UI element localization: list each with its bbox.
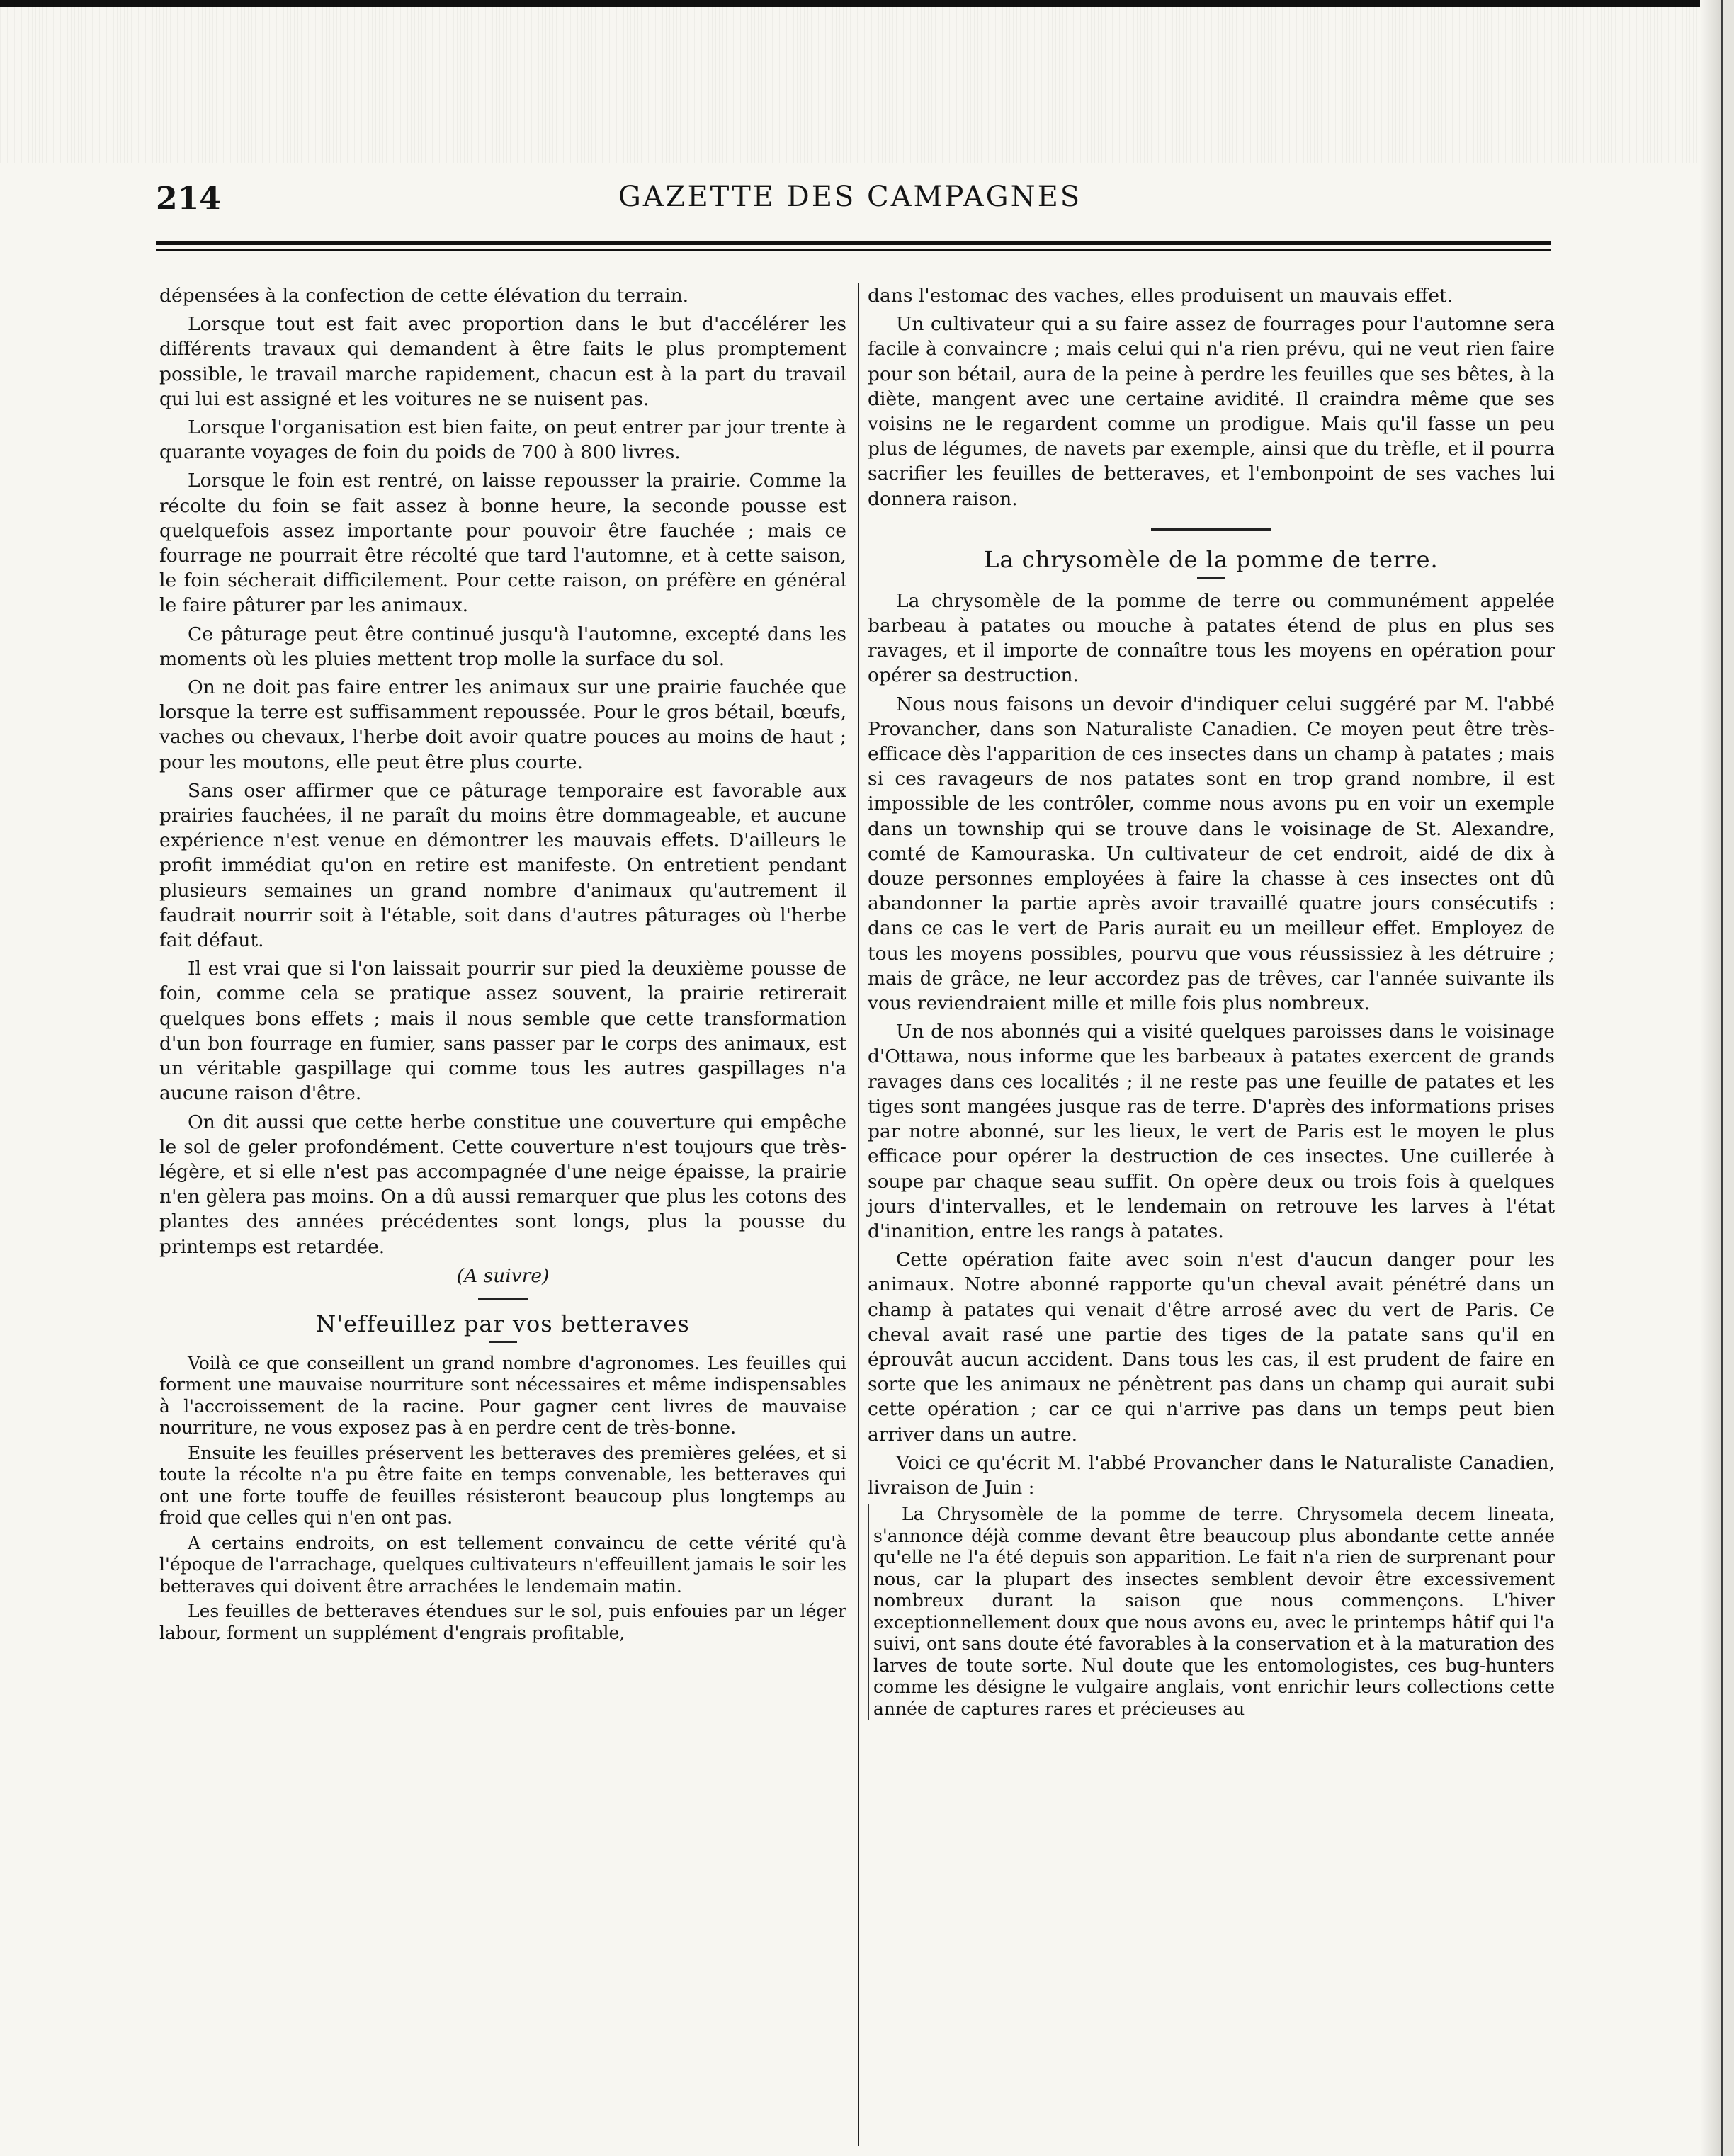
- newspaper-title: GAZETTE DES CAMPAGNES: [618, 181, 1082, 213]
- title-underline: [1197, 577, 1225, 579]
- paragraph: Lorsque l'organisation est bien faite, on peut entrer par jour trente à quarante voyages de foin du poids de 700 à 800 livres.: [159, 416, 846, 464]
- separator-rule: [1151, 528, 1271, 531]
- separator-rule: [478, 1298, 528, 1300]
- page-number: 214: [156, 181, 221, 217]
- title-underline: [489, 1341, 517, 1343]
- column-divider: [858, 283, 859, 2146]
- paragraph: Sans oser affirmer que ce pâturage temporaire est favorable aux prairies fauchées, il ne paraît du moins être dommageable, et aucune expérience n'est venue en démontrer les mauvais effets. D'ailleurs le profit immédiat qu'on en retire est manifeste. On entretient pendant plusieurs semaines un grand nombre d'animaux qu'autrement il faudrait nourrir soit à l'étable, soit dans d'autres pâturages où l'herbe fait défaut.: [159, 779, 846, 952]
- paragraph: Ensuite les feuilles préservent les betteraves des premières gelées, et si toute la récolte n'a pu être faite en temps convenable, les betteraves qui ont une forte touffe de feuilles résisteront beaucoup plus longtemps au froid que celles qui n'en ont pas.: [159, 1442, 846, 1528]
- paragraph: Nous nous faisons un devoir d'indiquer celui suggéré par M. l'abbé Provancher, dans son Naturaliste Canadien. Ce moyen peut être très-efficace dès l'apparition de ces insectes dans un champ à patates ; mais si ces ravageurs de nos patates sont en trop grand nombre, il est impossible de les contrôler, comme nous avons pu en voir un exemple dans un township qui se trouve dans le voisinage de St. Alexandre, comté de Kamouraska. Un cultivateur de cet endroit, aidé de dix à douze personnes employées à faire la chasse à ces insectes ont dû abandonner la partie après avoir travaillé quatre jours consécutifs : dans ce cas le vert de Paris aurait eu un meilleur effet. Employez de tous les moyens possibles, pourvu que vous réussissiez à les détruire ; mais de grâce, ne leur accordez pas de trêves, car l'année suivante ils vous reviendraient mille et mille fois plus nombreux.: [868, 693, 1555, 1015]
- section-title-chrysomele: La chrysomèle de la pomme de terre.: [984, 545, 1439, 573]
- paragraph: dans l'estomac des vaches, elles produisent un mauvais effet.: [868, 285, 1454, 307]
- scan-noise: [0, 0, 1734, 163]
- paragraph: La chrysomèle de la pomme de terre ou communément appelée barbeau à patates ou mouche à patates étend de plus en plus ses ravages, et il importe de connaître tous les moyens en opération pour opérer sa destruction.: [868, 589, 1555, 687]
- page-header: [156, 181, 1544, 223]
- paragraph: On dit aussi que cette herbe constitue une couverture qui empêche le sol de geler profondément. Cette couverture n'est toujours que très-légère, et si elle n'est pas accompagnée d'une neige épaisse, la prairie n'en gèlera pas moins. On a dû aussi remarquer que plus les cotons des plantes des années précédentes sont longs, plus la pousse du printemps est retardée.: [159, 1111, 846, 1258]
- header-rule-thin: [156, 249, 1551, 251]
- scan-right-edge: [1700, 0, 1734, 2156]
- paragraph: Ce pâturage peut être continué jusqu'à l'automne, excepté dans les moments où les pluies mettent trop molle la surface du sol.: [159, 623, 846, 670]
- paragraph: On ne doit pas faire entrer les animaux sur une prairie fauchée que lorsque la terre est suffisamment repoussée. Pour le gros bétail, bœufs, vaches ou chevaux, l'herbe doit avoir quatre pouces au moins de haut ; pour les moutons, elle peut être plus courte.: [159, 676, 846, 773]
- quoted-excerpt: [868, 1504, 1555, 1720]
- section-title-betteraves: N'effeuillez par vos betteraves: [316, 1310, 690, 1337]
- paragraph: Lorsque le foin est rentré, on laisse repousser la prairie. Comme la récolte du foin se fait assez à bonne heure, la seconde pousse est quelquefois assez importante pour pouvoir être fauchée ; mais ce fourrage ne pourrait être récolté que tard l'automne, et à cette saison, le foin sécherait difficilement. Pour cette raison, on préfère en général le faire pâturer par les animaux.: [159, 470, 846, 617]
- paragraph: Un cultivateur qui a su faire assez de fourrages pour l'automne sera facile à convaincre ; mais celui qui n'a rien prévu, qui ne veut rien faire pour son bétail, aura de la peine à perdre les feuilles que ses bêtes, à la diète, mangent avec une certaine avidité. Il craindra même que ses voisins ne le regardent comme un prodigue. Mais qu'il fasse un peu plus de légumes, de navets par exemple, ainsi que du trèfle, et il pourra sacrifier les feuilles de betteraves, et l'embonpoint de ses vaches lui donnera raison.: [868, 313, 1555, 510]
- header-rule-thick: [156, 241, 1551, 245]
- paragraph: Voilà ce que conseillent un grand nombre d'agronomes. Les feuilles qui forment une mauvaise nourriture sont nécessaires et même indispensables à l'accroissement de la racine. Pour gagner cent livres de mauvaise nourriture, ne vous exposez pas à en perdre cent de très-bonne.: [159, 1352, 846, 1439]
- paragraph: dépensées à la confection de cette élévation du terrain.: [159, 285, 689, 307]
- left-column: [159, 283, 846, 1647]
- paragraph: Un de nos abonnés qui a visité quelques paroisses dans le voisinage d'Ottawa, nous informe que les barbeaux à patates exercent de grands ravages dans ces localités ; il ne reste pas une feuille de patates et les tiges sont mangées jusque ras de terre. D'après des informations prises par notre abonné, sur les lieux, le vert de Paris est le moyen le plus efficace pour opérer la destruction de ces insectes. Une cuillerée à soupe par chaque seau suffit. On opère deux ou trois fois à quelques jours d'intervalles, et le lendemain on retrouve les larves à l'état d'inanition, entre les rangs à patates.: [868, 1021, 1555, 1242]
- right-column: [868, 283, 1555, 1723]
- paragraph: Voici ce qu'écrit M. l'abbé Provancher dans le Naturaliste Canadien, livraison de Juin :: [868, 1451, 1555, 1499]
- paragraph: A certains endroits, on est tellement convaincu de cette vérité qu'à l'époque de l'arrachage, quelques cultivateurs n'effeuillent jamais le soir les betteraves qui doivent être arrachées le lendemain matin.: [159, 1532, 846, 1596]
- paragraph: Cette opération faite avec soin n'est d'aucun danger pour les animaux. Notre abonné rapporte qu'un cheval avait pénétré dans un champ à patates qui venait d'être arrosé avec du vert de Paris. Ce cheval avait rasé une partie des tiges de la patate sans qu'il en éprouvât aucun accident. Dans tous les cas, il est prudent de faire en sorte que les animaux ne pénètrent pas dans un champ qui aurait subi cette opération ; car ce qui n'arrive pas dans un temps peut bien arriver dans un autre.: [868, 1249, 1555, 1446]
- paragraph: Les feuilles de betteraves étendues sur le sol, puis enfouies par un léger labour, forment un supplément d'engrais profitable,: [159, 1601, 846, 1643]
- paragraph: Il est vrai que si l'on laissait pourrir sur pied la deuxième pousse de foin, comme cela se pratique assez souvent, la prairie retirerait quelques bons effets ; mais il nous semble que cette transformation d'un bon fourrage en fumier, sans passer par le corps des animaux, est un véritable gaspillage qui comme tous les autres gaspillages n'a aucune raison d'être.: [159, 958, 846, 1105]
- paragraph: La Chrysomèle de la pomme de terre. Chrysomela decem lineata, s'annonce déjà comme devant être beaucoup plus abondante cette année qu'elle ne l'a été depuis son apparition. Le fait n'a rien de surprenant pour nous, car la plupart des insectes semblent devoir être excessivement nombreux durant la saison que nous commençons. L'hiver exceptionnellement doux que nous avons eu, avec le printemps hâtif qui l'a suivi, ont sans doute été favorables à la conservation et à la maturation des larves de toute sorte. Nul doute que les entomologistes, ces bug-hunters comme les désigne le vulgaire anglais, vont enrichir leurs collections cette année de captures rares et précieuses au: [873, 1504, 1555, 1719]
- to-be-continued: (A suivre): [456, 1264, 550, 1287]
- paragraph: Lorsque tout est fait avec proportion dans le but d'accélérer les différents travaux qui demandent à être faits le plus promptement possible, le travail marche rapidement, chacun est à la part du travail qui lui est assigné et les voitures ne se nuisent pas.: [159, 313, 846, 410]
